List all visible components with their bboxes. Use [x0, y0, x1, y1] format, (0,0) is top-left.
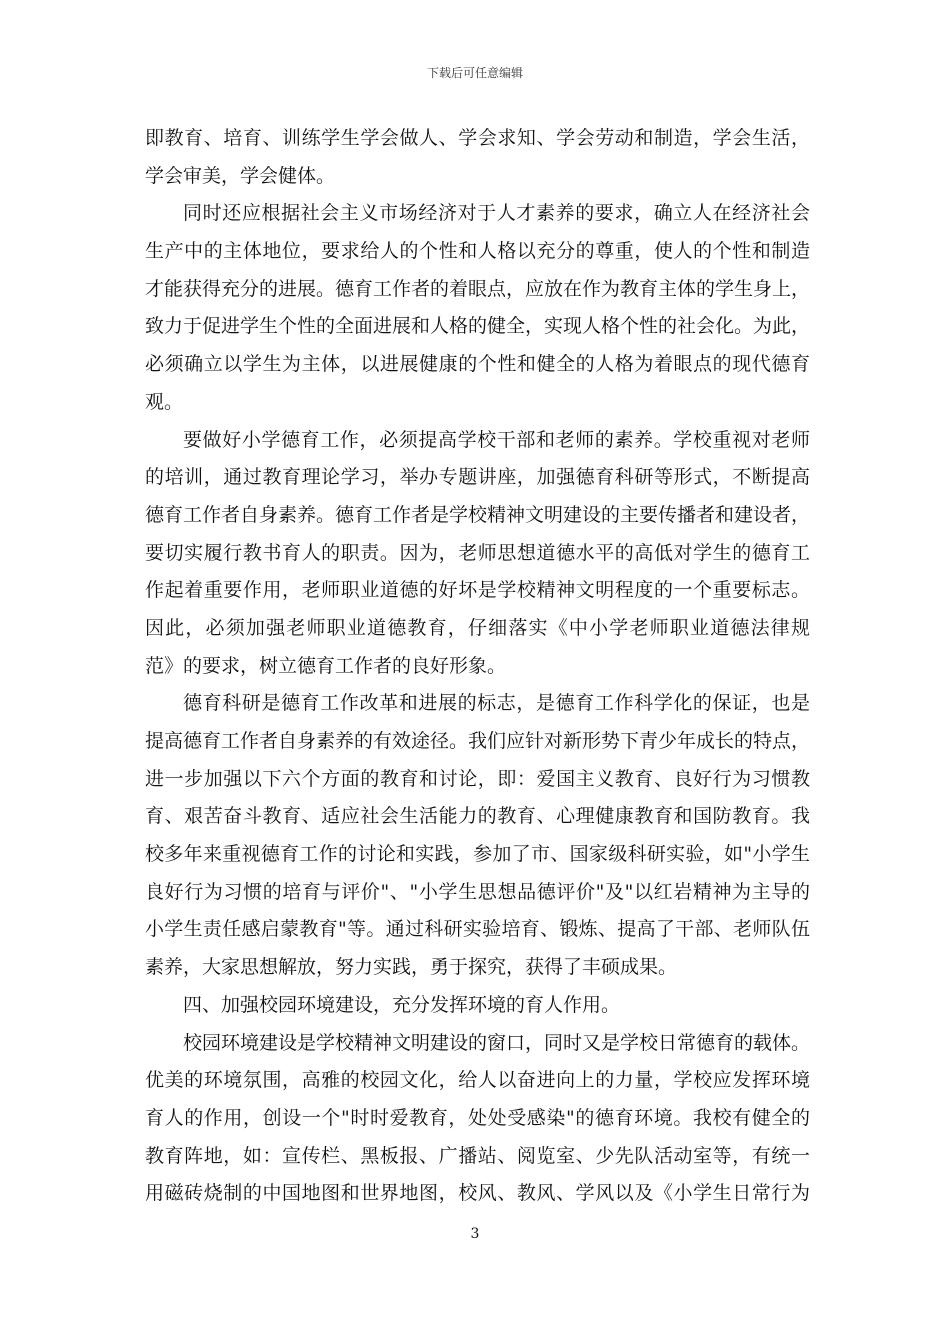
text-line: 作起着重要作用，老师职业道德的好坏是学校精神文明程度的一个重要标志。 [145, 579, 810, 602]
text-line: 教育阵地，如：宣传栏、黑板报、广播站、阅览室、少先队活动室等，有统一 [145, 1144, 810, 1167]
text-line: 的培训，通过教育理论学习，举办专题讲座，加强德育科研等形式，不断提高 [145, 466, 810, 489]
paragraph [145, 1025, 810, 1213]
text-line: 生产中的主体地位，要求给人的个性和人格以充分的尊重，使人的个性和制造 [145, 240, 810, 263]
text-line: 育、艰苦奋斗教育、适应社会生活能力的教育、心理健康教育和国防教育。我 [145, 805, 810, 828]
text-line: 范》的要求，树立德育工作者的良好形象。 [145, 654, 507, 677]
text-line: 必须确立以学生为主体，以进展健康的个性和健全的人格为着眼点的现代德育 [145, 353, 810, 376]
page-header: 下载后可任意编辑 [426, 66, 523, 80]
text-line: 同时还应根据社会主义市场经济对于人才素养的要求，确立人在经济社会 [183, 202, 810, 225]
paragraph [145, 120, 810, 195]
text-line: 即教育、培育、训练学生学会做人、学会求知、学会劳动和制造，学会生活， [145, 127, 810, 149]
text-line: 校多年来重视德育工作的讨论和实践，参加了市、国家级科研实验，如"小学生 [145, 843, 810, 866]
text-line: 校园环境建设是学校精神文明建设的窗口，同时又是学校日常德育的载体。 [183, 1031, 811, 1054]
page-number: 3 [470, 1226, 480, 1242]
text-line: 四、加强校园环境建设，充分发挥环境的育人作用。 [183, 993, 621, 1016]
text-line: 德育科研是德育工作改革和进展的标志，是德育工作科学化的保证，也是 [183, 692, 810, 715]
text-line: 学会审美，学会健体。 [145, 164, 336, 187]
text-line: 进一步加强以下六个方面的教育和讨论，即：爱国主义教育、良好行为习惯教 [145, 767, 810, 790]
text-line: 要切实履行教书育人的职责。因为，老师思想道德水平的高低对学生的德育工 [145, 541, 810, 564]
text-line: 德育工作者自身素养。德育工作者是学校精神文明建设的主要传播者和建设者， [145, 503, 811, 526]
text-line: 素养，大家思想解放，努力实践，勇于探究，获得了丰硕成果。 [145, 956, 678, 979]
text-line: 提高德育工作者自身素养的有效途径。我们应针对新形势下青少年成长的特点， [145, 730, 811, 752]
text-line: 小学生责任感启蒙教育"等。通过科研实验培育、锻炼、提高了干部、老师队伍 [145, 918, 810, 941]
text-line: 优美的环境氛围，高雅的校园文化，给人以奋进向上的力量，学校应发挥环境 [145, 1069, 810, 1092]
paragraph [145, 195, 810, 421]
text-line: 要做好小学德育工作，必须提高学校干部和老师的素养。学校重视对老师 [183, 428, 810, 451]
paragraph [145, 685, 810, 987]
text-line: 因此，必须加强老师职业道德教育，仔细落实《中小学老师职业道德法律规 [145, 616, 810, 639]
body-text [145, 120, 810, 1213]
text-line: 用磁砖烧制的中国地图和世界地图，校风、教风、学风以及《小学生日常行为 [145, 1182, 810, 1205]
text-line: 良好行为习惯的培育与评价"、"小学生思想品德评价"及"以红岩精神为主导的 [145, 880, 810, 903]
paragraph [145, 422, 810, 686]
text-line: 致力于促进学生个性的全面进展和人格的健全，实现人格个性的社会化。为此， [145, 315, 811, 338]
text-line: 观。 [145, 390, 184, 413]
text-line: 才能获得充分的进展。德育工作者的着眼点，应放在作为教育主体的学生身上， [145, 277, 811, 300]
paragraph [145, 987, 810, 1025]
text-line: 育人的作用，创设一个"时时爱教育，处处受感染"的德育环境。我校有健全的 [145, 1106, 810, 1129]
